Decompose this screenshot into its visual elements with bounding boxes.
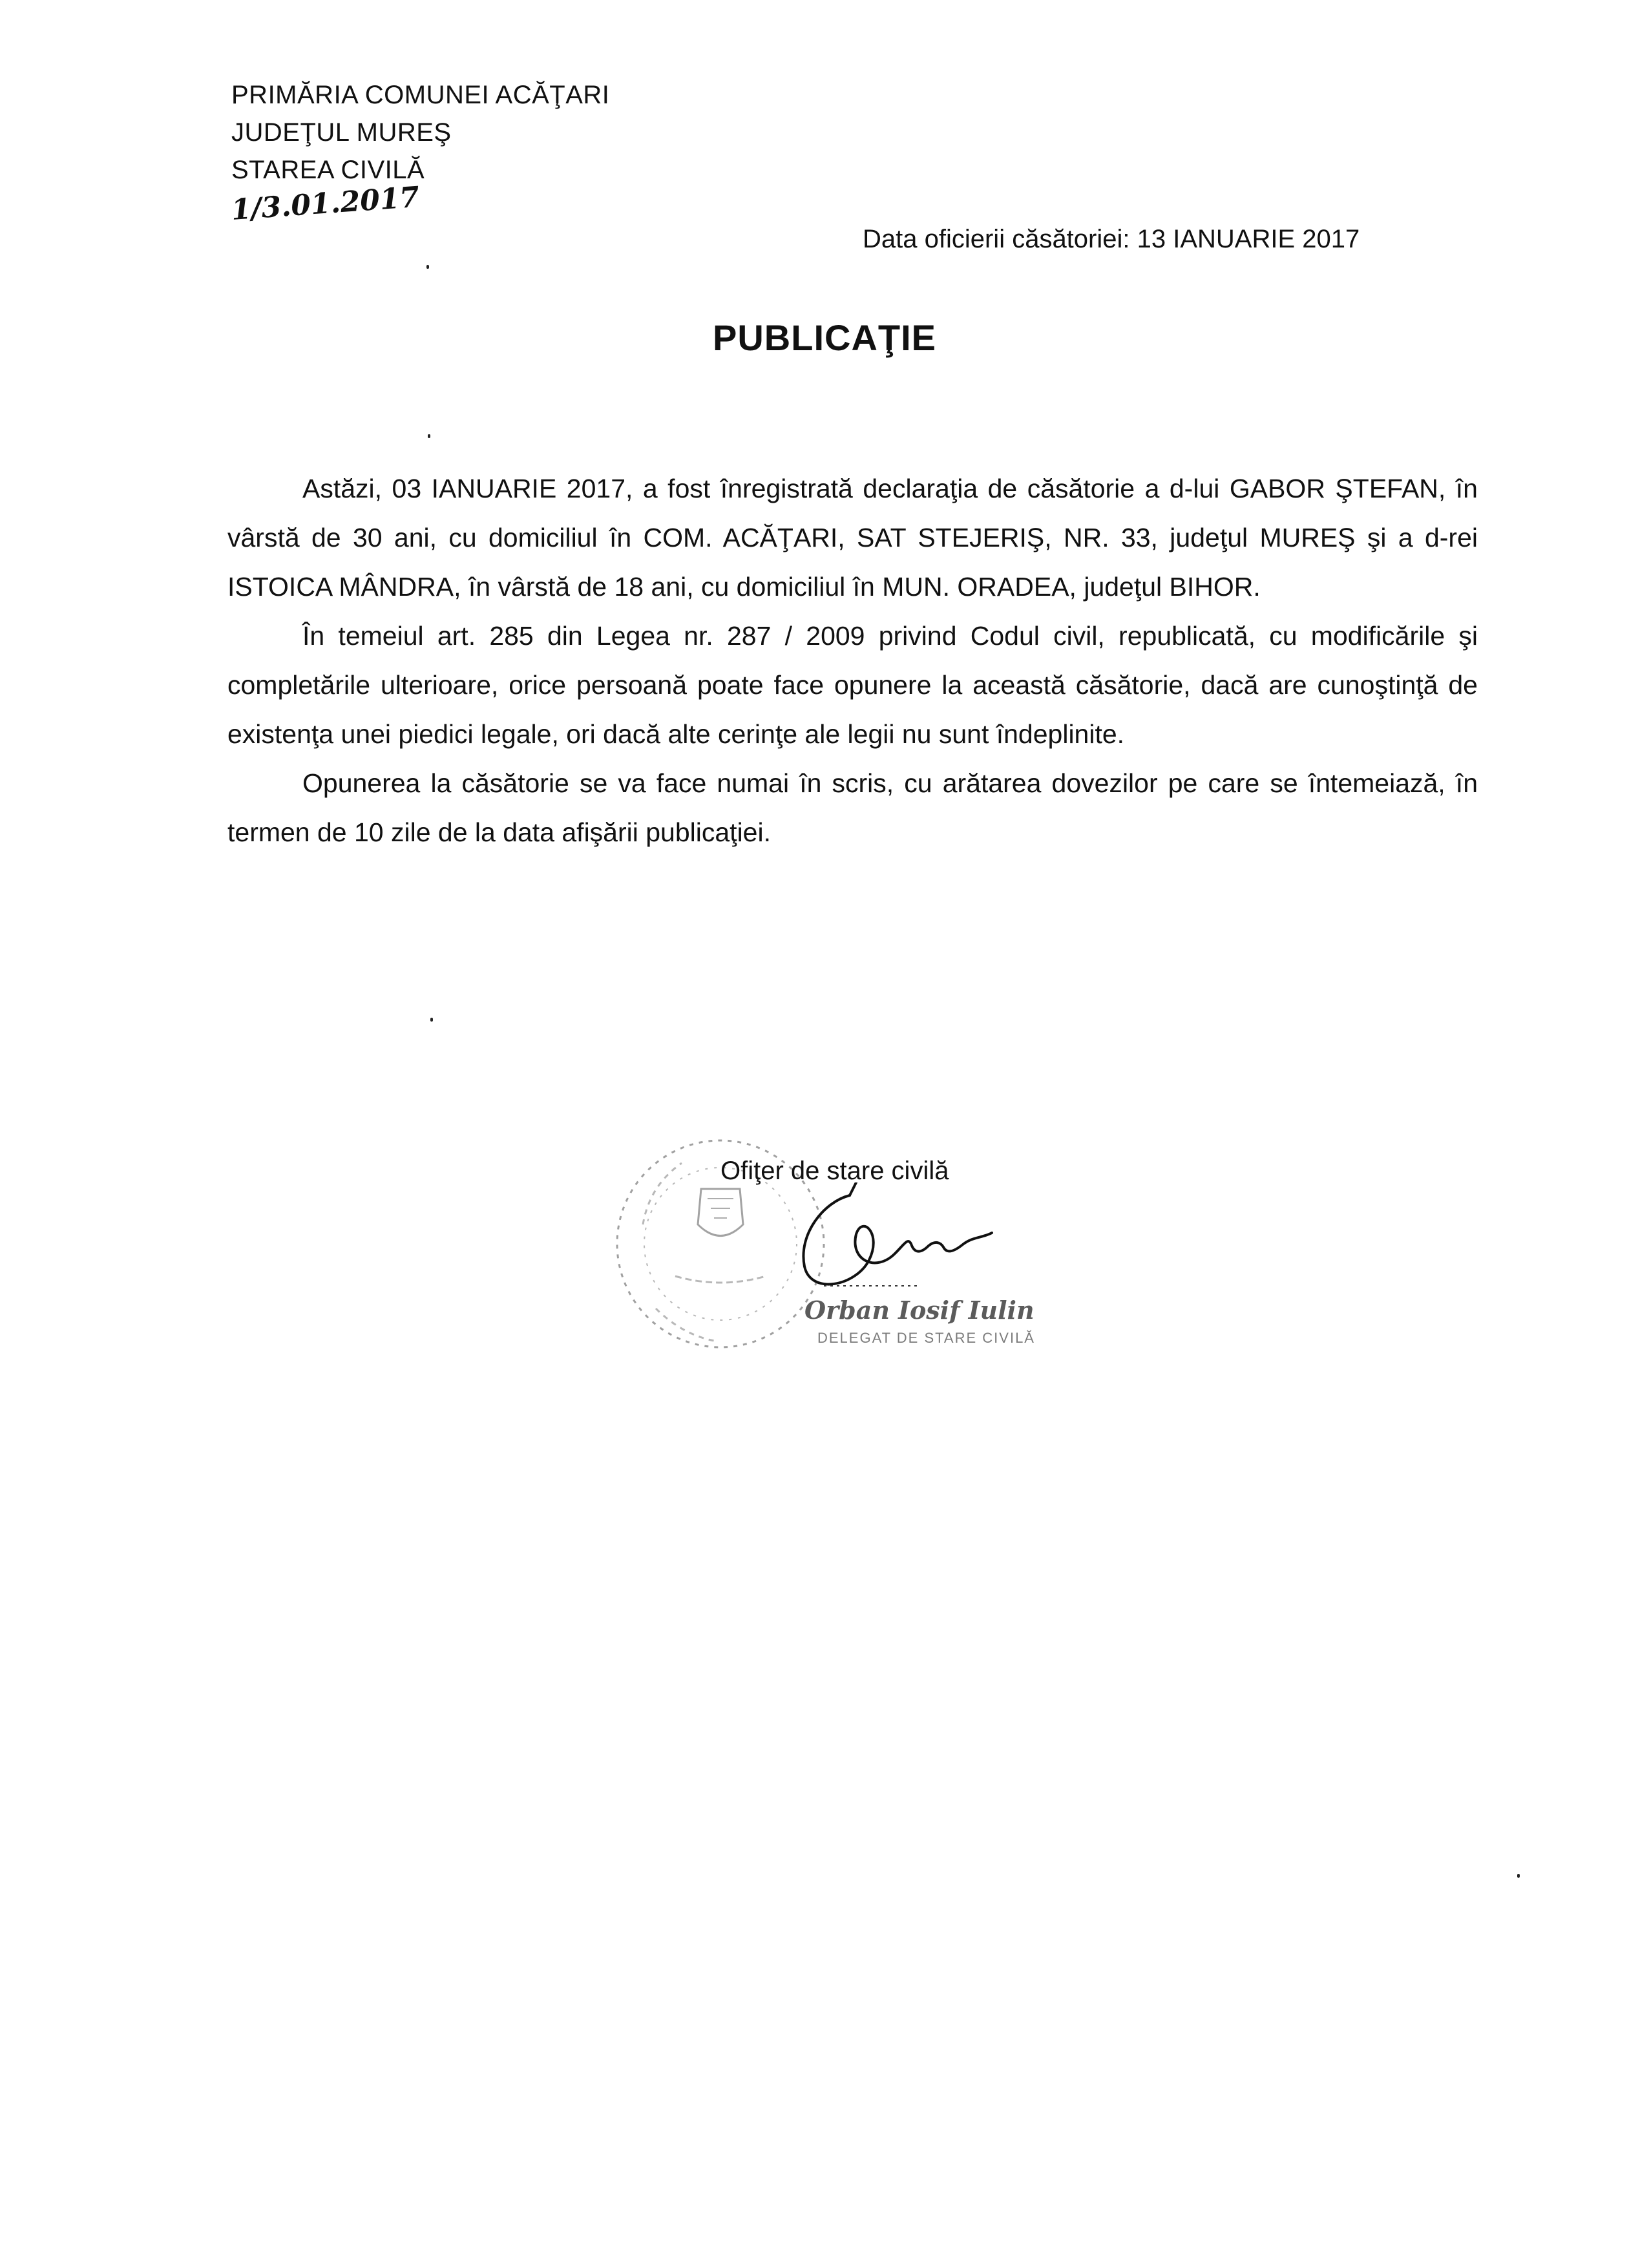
paragraph-legal-basis: În temeiul art. 285 din Legea nr. 287 / 2009 privind Codul civil, republicată, cu modificările şi completările ulterioare, orice persoană poate face opunere la această căsătorie, dacă are cunoştinţă de existenţa unei piedici legale, ori dacă alte cerinţe ale legii nu sunt îndeplinite. (227, 621, 1478, 749)
paragraph-declaration: Astăzi, 03 IANUARIE 2017, a fost înregistrată declaraţia de căsătorie a d-lui GABOR ŞTEFAN, în vârstă de 30 ani, cu domiciliul în COM. ACĂŢARI, SAT STEJERIŞ, NR. 33, judeţul MUREŞ şi a d-rei ISTOICA MÂNDRA, în vârstă de 18 ani, cu domiciliul în MUN. ORADEA, judeţul BIHOR. (227, 474, 1478, 602)
officer-name: Orban Iosif Iulin (804, 1296, 1035, 1325)
scan-speck (1517, 1874, 1520, 1878)
issuer-line-department: STAREA CIVILĂ (231, 156, 425, 184)
officer-title: Ofiţer de stare civilă (720, 1157, 949, 1185)
issuer-header (231, 76, 609, 189)
issuer-line-municipality: PRIMĂRIA COMUNEI ACĂŢARI (231, 81, 610, 109)
document-body (227, 464, 1478, 857)
scan-speck (430, 1018, 433, 1022)
paragraph-objection-procedure: Opunerea la căsătorie se va face numai în scris, cu arătarea dovezilor pe care se întemeiază, în termen de 10 zile de la data afişării publicaţiei. (227, 768, 1478, 847)
document-title: PUBLICAŢIE (713, 317, 936, 358)
handwritten-signature-icon (759, 1182, 1069, 1305)
scan-speck (428, 434, 430, 438)
scan-speck (426, 265, 429, 269)
registration-number: 1/3.01.2017 (230, 180, 421, 227)
issuer-line-county: JUDEŢUL MUREŞ (231, 118, 452, 147)
officer-role: DELEGAT DE STARE CIVILĂ (817, 1330, 1035, 1346)
marriage-date: Data oficierii căsătoriei: 13 IANUARIE 2017 (863, 225, 1360, 253)
signature-block (720, 1157, 1121, 1376)
